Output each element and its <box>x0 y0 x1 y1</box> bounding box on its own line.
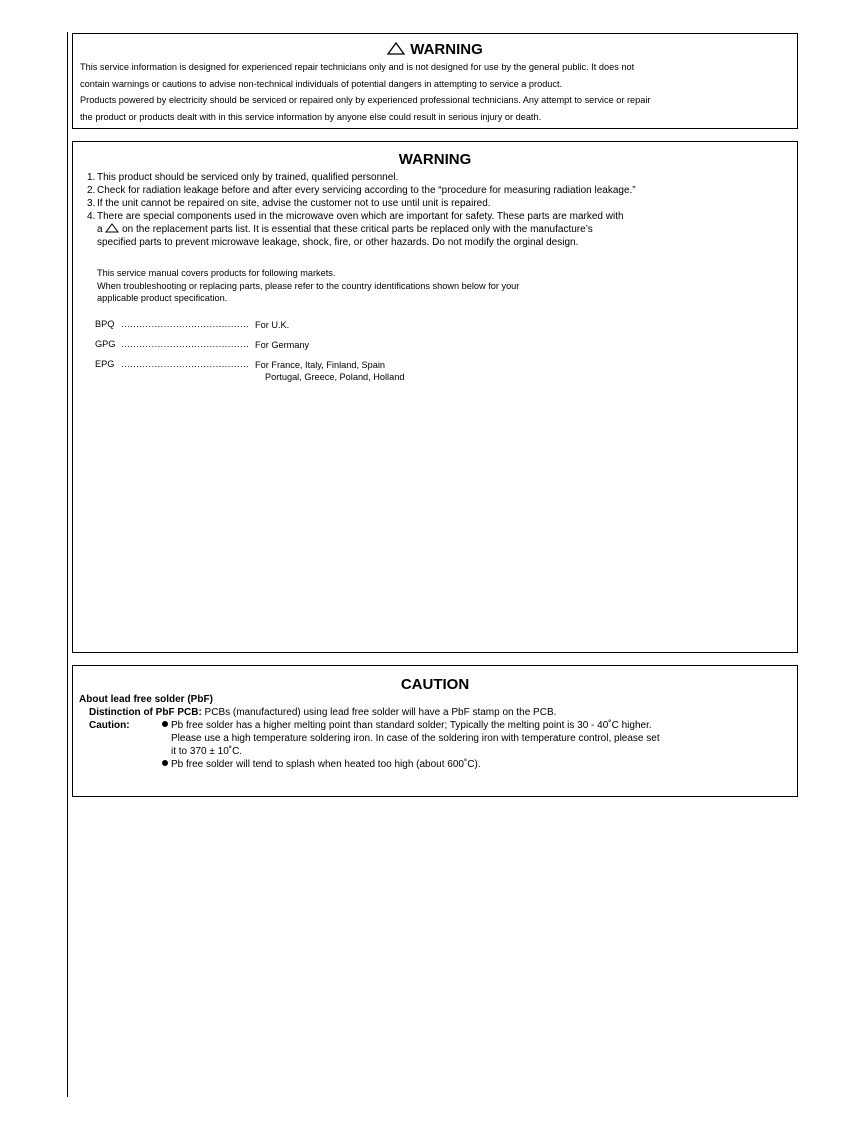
safety-warning-list <box>87 171 797 249</box>
markets-list <box>73 319 797 391</box>
pbf-distinction: Distinction of PbF PCB: PCBs (manufactured) using lead free solder will have a PbF stamp on the PCB. <box>89 707 557 718</box>
warning-triangle-icon <box>387 42 405 55</box>
markets-intro: This service manual covers products for following markets. When troubleshooting or replacing parts, please refer to the country identifications shown below for your applicable product specification. <box>97 268 520 303</box>
bullet-icon <box>162 760 168 766</box>
caution-subtitle: About lead free solder (PbF) <box>79 694 213 705</box>
safety-warning-box <box>72 141 798 653</box>
list-item: 1. This product should be serviced only by trained, qualified personnel. <box>87 172 399 183</box>
caution-title: CAUTION <box>400 676 470 693</box>
market-row: BPQ .......................................... For U.K. <box>95 318 290 330</box>
caution-triangle-icon <box>105 223 119 233</box>
market-row: EPG .......................................... For France, Italy, Finland, Spain Portugal, Greece, Poland, Holland <box>95 358 405 382</box>
market-row: GPG .......................................... For Germany <box>95 338 310 350</box>
general-warning-text: This service information is designed for experienced repair technicians only and is not designed for use by the general public. It does not contain warnings or cautions to advise non-technical individuals of potential dangers in attempting to service a product. Products powered by electricity should be serviced or repaired only by experienced professional technicians. Any attempt to service or repair the product or products dealt with in this service information by anyone else could result in serious injury or death. <box>80 62 651 122</box>
general-warning-box <box>72 33 798 129</box>
bullet-icon <box>162 721 168 727</box>
caution-box <box>72 665 798 797</box>
left-margin-rule <box>67 32 68 1097</box>
safety-warning-title: WARNING <box>398 151 472 168</box>
general-warning-title: WARNING <box>73 41 797 58</box>
list-item: 3. If the unit cannot be repaired on site, advise the customer not to use until unit is repaired. <box>87 198 491 209</box>
caution-bullets: Caution: Pb free solder has a higher melting point than standard solder; Typically the melting point is 30 - 40˚C higher. Please use a high temperature soldering iron. In case of the soldering iron with temperature control, please set it to 370 ± 10˚C. Pb free solder will tend to splash when heated too high (about 600˚C). <box>89 720 660 770</box>
list-item: 4. There are special components used in the microwave oven which are important for safety. These parts are marked with a on the replacement parts list. It is essential that these critical parts be replaced only with the manufacture’s specified parts to prevent microwave leakage, shock, fire, or other hazards. Do not modify the orginal design. <box>87 211 624 248</box>
list-item: 2. Check for radiation leakage before and after every servicing according to the “procedure for measuring radiation leakage.” <box>87 185 636 196</box>
